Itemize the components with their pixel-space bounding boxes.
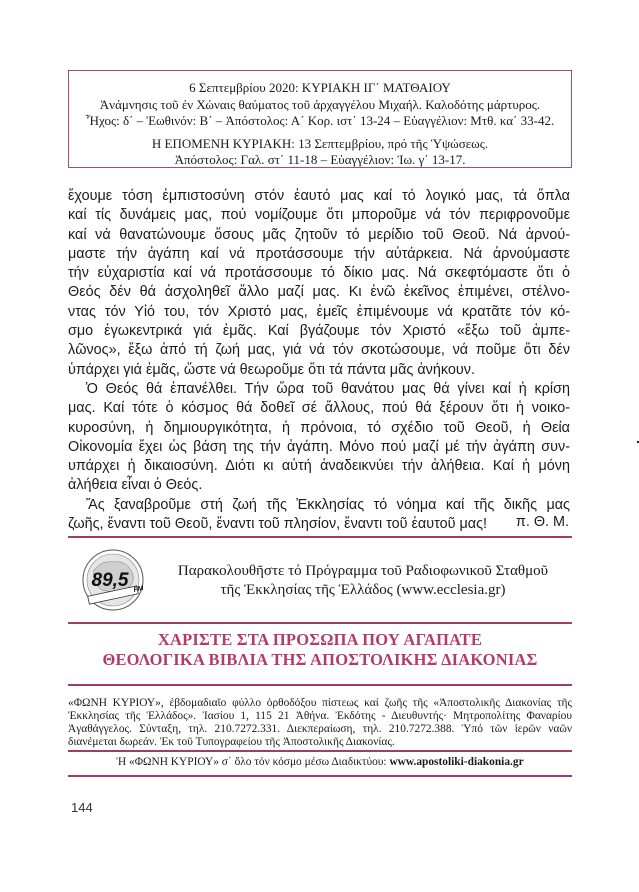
article-line: τήν εὐχαριστία καί νά προτάσσουμε τό δίκιο μας. Νά σκεφτόμαστε ὅτι ὁ	[68, 265, 570, 282]
article-line: Θεός δέν θά ἀσχοληθεῖ ἄλλο μαζί μας. Κι ἐνῶ ἐκεῖνος ἐπιμένει, στέλνο-	[68, 284, 570, 301]
logo-frequency: 89,5	[91, 570, 129, 591]
article-line: καί τίς δυνάμεις μας, πού νομίζουμε ὅτι μποροῦμε νά τόν περιφρονοῦμε	[68, 207, 570, 224]
article-line: ντας τόν Υἱό του, τόν Χριστό μας, ἐμεῖς ἐπιμένουμε νά κρατᾶτε τόν κό-	[68, 303, 570, 320]
article-line: κυροσύνη, ἡ δημιουργικότητα, ἡ πρόνοια, τό σχέδιο τοῦ Θεοῦ, ἡ Θεία	[68, 419, 570, 436]
next-sunday: Η ΕΠΟΜΕΝΗ ΚΥΡΙΑΚΗ: 13 Σεπτεμβρίου, πρό τῆς Ὑψώσεως.	[151, 135, 489, 151]
promo-heading	[68, 630, 572, 670]
article-line: ὑπάρχει γιά ἐμᾶς, ὥστε νά θεωροῦμε ὅτι τά πάντα μᾶς ἀνήκουν.	[68, 361, 475, 378]
logo-band: FM	[132, 585, 145, 594]
promo-line-1: ΧΑΡΙΣΤΕ ΣΤΑ ΠΡΟΣΩΠΑ ΠΟΥ ΑΓΑΠΑΤΕ	[157, 630, 483, 649]
radio-banner	[68, 544, 572, 614]
radio-line-1: Παρακολουθῆστε τό Πρόγραμμα τοῦ Ραδιοφωνικοῦ Σταθμοῦ	[177, 563, 549, 579]
article-line: σμο ἐγωκεντρικά γιά ἐμᾶς. Καί βγάζουμε τόν Χριστό «ἔξω τοῦ ἀμπε-	[68, 323, 570, 340]
liturgical-calendar-box	[68, 70, 572, 168]
article-line: καί νά θανατώνουμε ὅσους μᾶς ζητοῦν τό μερίδιο τοῦ Θεοῦ. Νά ἀρνού-	[68, 226, 570, 243]
article-line: λῶνος», ἔξω ἀπό τή ζωή μας, γιά νά τόν σκοτώσουμε, νά ποῦμε ὅτι δέν	[68, 342, 570, 359]
article-line: Ἄς ξαναβροῦμε στή ζωή τῆς Ἐκκλησίας τό νόημα καί τῆς δικῆς μας	[86, 496, 570, 513]
article-line: ἀλήθεια εἶναι ὁ Θεός.	[68, 477, 203, 494]
divider-rule	[68, 750, 572, 752]
next-readings: Ἀπόστολος: Γαλ. στ΄ 11-18 – Εὐαγγέλιον: Ἰω. γ΄ 13-17.	[174, 152, 466, 167]
article-line: μαστε τήν ἀγάπη καί νά προτάσσουμε τήν αὐτάρκεια. Νά ἀρνούμαστε	[68, 245, 570, 262]
page-number: 144	[71, 800, 93, 815]
article-line: ζωῆς, ἔναντι τοῦ Θεοῦ, ἔναντι τοῦ πλησίον, ἔναντι τοῦ ἑαυτοῦ μας!	[68, 516, 488, 533]
radio-station-logo	[80, 548, 146, 612]
commemoration: Ἀνάμνησις τοῦ ἐν Χώναις θαύματος τοῦ ἀρχαγγέλου Μιχαήλ. Καλοδότης μάρτυρος.	[99, 96, 541, 112]
website-line	[68, 756, 572, 768]
website-link[interactable]: www.apostoliki-diakonia.gr	[389, 756, 524, 768]
article-line: μας. Καί τότε ὁ κόσμος θά δοθεῖ σέ ἄλλους, πού θά ξέρουν ὅτι ἡ νοικο-	[68, 400, 570, 417]
divider-rule	[68, 775, 572, 777]
divider-rule	[68, 622, 572, 624]
website-prefix: Ἡ «ΦΩΝΗ ΚΥΡΙΟΥ» σ΄ ὅλο τόν κόσμο μέσω Διαδικτύου:	[116, 756, 390, 768]
radio-line-2: τῆς Ἐκκλησίας τῆς Ἑλλάδος (www.ecclesia.gr)	[220, 582, 506, 598]
article-body	[68, 187, 570, 534]
divider-rule	[68, 684, 572, 686]
colophon	[68, 697, 572, 749]
article-line: Οἰκονομία ἔχει ὡς βάση της τήν ἀγάπη. Μόνο πού μαζί μέ τήν ἀγάπη συν-	[68, 438, 570, 455]
article-line: ἔχουμε τόση ἐμπιστοσύνη στόν ἑαυτό μας καί τό λογικό μας, τά ὅπλα	[68, 188, 570, 204]
readings: Ἦχος: δ΄ – Ἑωθινόν: Β΄ – Ἀπόστολος: Α΄ Κορ. ιστ΄ 13-24 – Εὐαγγέλιον: Μτθ. κα΄ 33-42.	[85, 113, 555, 128]
author-signature: π. Θ. Μ.	[515, 514, 569, 530]
divider-rule	[68, 536, 572, 538]
article-line: υπάρχει ἡ δικαιοσύνη. Διότι κι αὐτή ἀναδεικνύει τήν ἀλήθεια. Καί ἡ μόνη	[68, 458, 570, 475]
sunday-title: 6 Σεπτεμβρίου 2020: ΚΥΡΙΑΚΗ ΙΓ΄ ΜΑΤΘΑΙΟΥ	[189, 80, 451, 95]
radio-text	[153, 562, 573, 600]
colophon-text: «ΦΩΝΗ ΚΥΡΙΟΥ», ἑβδομαδιαῖο φύλλο ὀρθοδόξου πίστεως καί ζωῆς τῆς «Ἀποστολικῆς Διακονίας τῆς Ἐκκλησίας τῆς Ἑλλάδος». Ἰασίου 1, 115 21 Ἀθήνα. Ἐκδότης - Διευθυντής· Μητροπολίτης Φαναρίου Ἀγαθάγγελος. Σύνταξη, τηλ. 210.7272.331. Διεκπεραίωση, τηλ. 210.7272.388. Ὑπό τῶν ἱερῶν ναῶν διανέμεται δωρεάν. Ἐκ τοῦ Τυπογραφείου τῆς Ἀποστολικῆς Διακονίας.	[68, 697, 572, 748]
promo-line-2: ΘΕΟΛΟΓΙΚΑ ΒΙΒΛΙΑ ΤΗΣ ΑΠΟΣΤΟΛΙΚΗΣ ΔΙΑΚΟΝΙΑΣ	[102, 650, 538, 669]
article-line: Ὁ Θεός θά ἐπανέλθει. Τήν ὥρα τοῦ θανάτου μας θά γίνει καί ἡ κρίση	[86, 380, 570, 397]
